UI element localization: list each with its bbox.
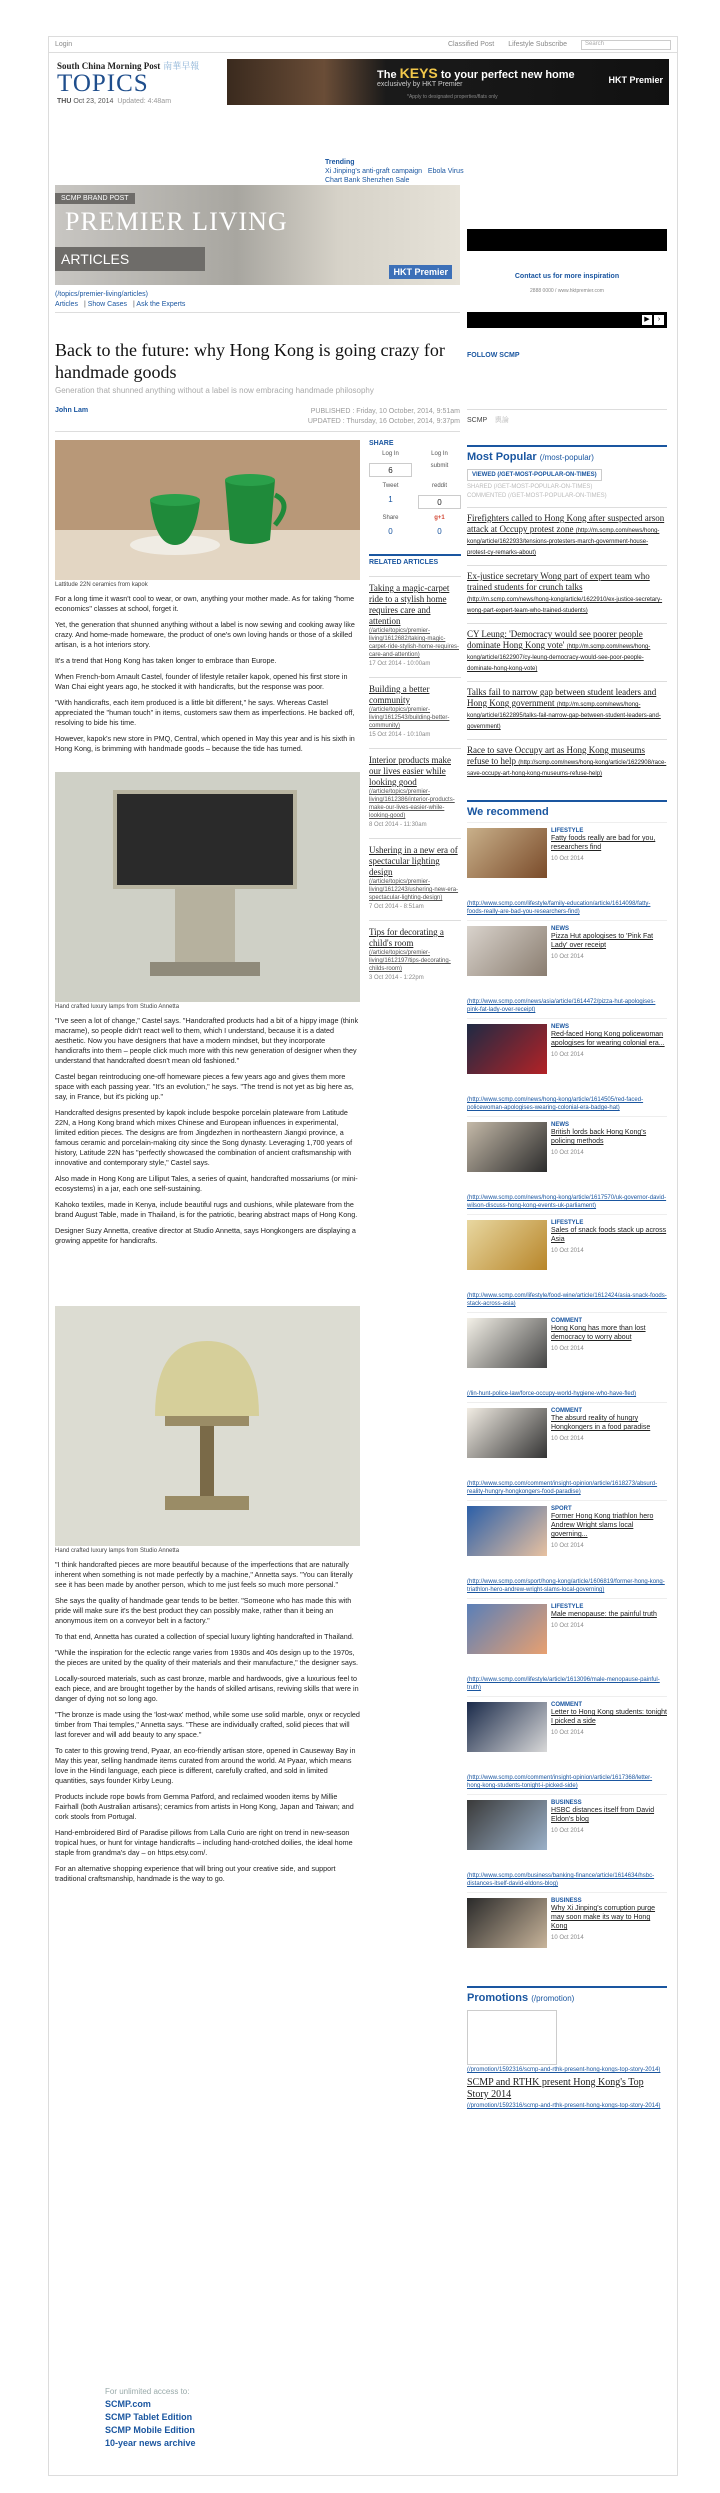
- article-body-column: [55, 440, 360, 1890]
- recommend-title[interactable]: HSBC distances itself from David Eldon's blog: [551, 1807, 655, 1823]
- recommend-thumbnail[interactable]: [467, 1122, 547, 1172]
- promotion-headline[interactable]: SCMP and RTHK present Hong Kong's Top Story 2014: [467, 2077, 644, 2100]
- facebook-login[interactable]: Log In: [382, 451, 399, 457]
- recommend-date: 10 Oct 2014: [551, 1346, 584, 1352]
- photo-caption: Hand crafted luxury lamps from Studio Annetta: [55, 1004, 180, 1010]
- article-standfirst: Generation that shunned anything without a label is now embracing handmade philosophy: [55, 386, 374, 395]
- facebook-count: 1: [388, 495, 393, 504]
- related-articles-title: RELATED ARTICLES: [369, 554, 461, 566]
- banner-title: PREMIER LIVING: [65, 207, 288, 236]
- recommend-title[interactable]: Fatty foods really are bad for you, researchers find: [551, 835, 656, 851]
- next-icon[interactable]: ›: [654, 315, 664, 325]
- author-link[interactable]: John Lam: [55, 407, 89, 414]
- paragraph: When French-born Arnault Castel, founder of lifestyle retailer kapok, opened his first store in Wan Chai eight years ago, he stocked it with handicrafts, but the response was poor.: [55, 672, 348, 691]
- recommend-thumbnail[interactable]: [467, 1024, 547, 1074]
- recommend-date: 10 Oct 2014: [551, 1052, 584, 1058]
- contact-box[interactable]: [467, 273, 667, 294]
- tweet-button[interactable]: Tweet: [382, 483, 399, 489]
- recommend-category: COMMENT: [551, 1318, 582, 1324]
- paragraph: Products include rope bowls from Gemma Patford, and reclaimed wooden items by Millie Fairhall (both Australian artisans); ceramics from artists in Hong Kong, Japan and Taiwan; and cork stools from Portugal.: [55, 1792, 354, 1821]
- paragraph: To cater to this growing trend, Pyaar, an eco-friendly artisan store, opened in Causeway Bay in May this year, selling handmade items curated from around the world. At Pyaar, which means love in the Hindi language, each piece is different, carefully crafted, and sold in limited quantities, says founder Kirby Leung.: [55, 1746, 356, 1785]
- paragraph: Designer Suzy Annetta, creative director at Studio Annetta, says Hongkongers are displaying a growing appetite for handicrafts.: [55, 1226, 356, 1245]
- paragraph: "I've seen a lot of change," Castel says. "Handcrafted products had a bit of a hippy image (think macrame), so people didn't react well to them, which I understand, because it is a dated aesthetic. Now you have designers that have a modern mindset, but they incorporate handicrafts into them – people click much more with this new generation of designer when they understand that handcrafted doesn't mean old fashioned.": [55, 1016, 359, 1065]
- most-popular-title[interactable]: Most Popular (/most-popular): [467, 445, 667, 463]
- related-article[interactable]: Building a better community (/article/topics/premier-living/1612543/building-better-community) 15 Oct 2014 - 10:10am: [369, 677, 461, 738]
- reddit-submit[interactable]: submit: [430, 463, 449, 469]
- recommend-thumbnail[interactable]: [467, 1506, 547, 1556]
- paragraph: Yet, the generation that shunned anything without a label is now sewing and cooking away like crazy. And home-made homeware, the product of one's own loving hands or those of a skilled artisan, is a hot interiors story.: [55, 620, 355, 649]
- paragraph: Kahoko textiles, made in Kenya, include beautiful rugs and cushions, while plateware from the brand August Table, made in Thailand, is for the patriotic, bearing abstract maps of Hong Kong.: [55, 1200, 358, 1219]
- recommend-category: LIFESTYLE: [551, 1220, 584, 1226]
- article-body: [55, 1560, 360, 1884]
- access-label: For unlimited access to:: [105, 2387, 190, 2396]
- ad-fineprint: *Apply to designated properties/flats only: [407, 94, 498, 100]
- access-item[interactable]: 10-year news archive: [105, 2438, 196, 2448]
- trending-label: Trending: [325, 159, 355, 166]
- share-sidebar: [369, 440, 461, 981]
- recommend-date: 10 Oct 2014: [551, 1935, 584, 1941]
- recommend-date: 10 Oct 2014: [551, 954, 584, 960]
- recommend-item[interactable]: [467, 1214, 667, 1294]
- nav-articles[interactable]: Articles: [55, 301, 78, 308]
- ad-subline: exclusively by HKT Premier: [377, 81, 463, 88]
- scmp-tabs: [467, 409, 667, 425]
- top-strip: [49, 37, 677, 53]
- recommend-date: 10 Oct 2014: [551, 1543, 584, 1549]
- most-popular-item[interactable]: Firefighters called to Hong Kong after suspected arson attack at Occupy protest zone (http://m.scmp.com/news/hong-kong/article/1622933/tensions-protesters-march-government-house-protest-cy-remarks-about): [467, 507, 667, 557]
- recommend-link[interactable]: (http://www.scmp.com/lifestyle/article/1613096/male-menopause-painful-truth): [467, 1677, 660, 1691]
- paragraph: Handcrafted designs presented by kapok include bespoke porcelain plateware from Latitude 22N, a Hong Kong brand which mixes Chinese and European influences in experimental, limited edition pieces. The designs are from Jingdezhen in northeastern Jiangxi province, a famous ceramic and porcelain-making city since the Song dynasty. Leveraging 1,700 years of history, Latitude 22N has "perfectly showcased the combination of ancient craftsmanship with innovative and contemporary style," Castel says.: [55, 1108, 353, 1167]
- paragraph: "The bronze is made using the 'lost-wax' method, while some use solid marble, onyx or recycled timber from Thai temples," Annetta says. "These are individually crafted, solid pieces that will last forever and will add beauty to any space.": [55, 1710, 360, 1739]
- recommend-item[interactable]: [467, 1598, 667, 1678]
- recommend-date: 10 Oct 2014: [551, 1150, 584, 1156]
- recommend-title[interactable]: Red-faced Hong Kong policewoman apologises for wearing colonial era...: [551, 1031, 665, 1047]
- article-photo-lamp-2[interactable]: [55, 1306, 360, 1546]
- recommend-thumbnail[interactable]: [467, 1800, 547, 1850]
- tab-scmp[interactable]: SCMP: [467, 417, 488, 424]
- paragraph: Castel began reintroducing one-off homeware pieces a few years ago and gives them more space with each passing year. "It's an evolution," he says. "The trend is not yet as big here as, say, in France, but it's picking up.": [55, 1072, 354, 1101]
- recommend-category: LIFESTYLE: [551, 828, 584, 834]
- paper-logo[interactable]: South China Morning Post 南華早報: [57, 61, 200, 71]
- play-icon[interactable]: ▶: [642, 315, 652, 325]
- recommend-item[interactable]: [467, 920, 667, 1000]
- most-popular-item[interactable]: Race to save Occupy art as Hong Kong museums refuse to help (http://scmp.com/news/hong-kong/article/1622908/race-save-occupy-art-hong-kong-museums-refuse-help): [467, 739, 667, 778]
- paragraph: "I think handcrafted pieces are more beautiful because of the imperfections that are naturally inherent when something is not made perfectly by a machine," Annetta says. "You can literally see it has been made by another person, which to me just feels so much more personal.": [55, 1560, 353, 1589]
- paragraph: For a long time it wasn't cool to wear, or own, anything your mother made. As for taking "home economics" classes at school, forget it.: [55, 594, 355, 613]
- recommend-item[interactable]: [467, 1696, 667, 1776]
- premier-living-banner[interactable]: [55, 185, 460, 285]
- article-photo-ceramics[interactable]: [55, 440, 360, 580]
- promotions-title[interactable]: Promotions (/promotion): [467, 1986, 667, 2004]
- photo-caption: Lattitude 22N ceramics from kapok: [55, 582, 148, 588]
- recommend-title[interactable]: The absurd reality of hungry Hongkongers in a food paradise: [551, 1415, 651, 1431]
- recommend-thumbnail[interactable]: [467, 1318, 547, 1368]
- subscription-promo: [105, 2387, 196, 2448]
- recommend-category: COMMENT: [551, 1702, 582, 1708]
- reddit-button[interactable]: reddit: [431, 483, 447, 489]
- contact-text: Contact us for more inspiration: [514, 273, 620, 280]
- recommend-item[interactable]: [467, 822, 667, 902]
- recommend-thumbnail[interactable]: [467, 1702, 547, 1752]
- tab-most-commented[interactable]: COMMENTED (/GET-MOST-POPULAR-ON-TIMES): [467, 493, 607, 499]
- recommend-category: NEWS: [551, 1024, 569, 1030]
- recommend-title[interactable]: Male menopause: the painful truth: [551, 1611, 657, 1618]
- paragraph: For an alternative shopping experience that will bring out your creative side, and support traditional craftsmanship, handmade is the way to go.: [55, 1864, 336, 1883]
- trending-item[interactable]: Ebola Virus: [427, 168, 464, 175]
- recommend-title[interactable]: Sales of snack foods stack up across Asia: [551, 1227, 667, 1243]
- recommend-item[interactable]: [467, 1892, 667, 1972]
- paragraph: Hand-embroidered Bird of Paradise pillows from Lalla Curio are right on trend in new-season tropical hues, or hunt for vintage handicrafts – including hand-crotched doilies, the ideal home staple from grandma's day – on https.etsy.com/.: [55, 1828, 353, 1857]
- recommend-title[interactable]: Pizza Hut apologises to 'Pink Fat Lady' over receipt: [551, 933, 654, 949]
- top-advert[interactable]: [227, 59, 669, 105]
- recommend-thumbnail[interactable]: [467, 828, 547, 878]
- recommend-item[interactable]: [467, 1018, 667, 1098]
- recommend-list: [467, 822, 667, 1972]
- recommend-link[interactable]: (http://www.scmp.com/lifestyle/family-education/article/1614098/fatty-foods-really-are-bad-you-researchers-find): [467, 901, 651, 915]
- recommend-link[interactable]: (http://www.scmp.com/comment/insight-opinion/article/1617368/letter-hong-kong-students-tonight-i-picked-side): [467, 1775, 653, 1789]
- most-popular-item[interactable]: Talks fail to narrow gap between student leaders and Hong Kong government (http://m.scmp.com/news/hong-kong/article/1622895/talks-fail-narrow-gap-between-student-leaders-and-government): [467, 681, 667, 731]
- tab-most-shared[interactable]: SHARED (/GET-MOST-POPULAR-ON-TIMES): [467, 484, 593, 490]
- brand-post-label: SCMP BRAND POST: [55, 193, 135, 204]
- tweet-count: 6: [369, 463, 412, 477]
- byline: [55, 407, 460, 432]
- trending-item[interactable]: Xi Jinping's anti-graft campaign: [325, 168, 423, 175]
- paragraph: "With handicrafts, each item produced is a little bit different," he says. Whereas Castel appreciated the "human touch" in items, customers saw them as imperfections. He backed off, resolving to bide his time.: [55, 698, 355, 727]
- section-title[interactable]: TOPICS: [57, 70, 149, 97]
- share-count: 0: [388, 527, 393, 536]
- recommend-link[interactable]: (http://www.scmp.com/comment/insight-opinion/article/1618273/absurd-reality-hungry-hongkongers-food-paradise): [467, 1481, 658, 1495]
- right-column: [467, 185, 667, 2109]
- paragraph: "While the inspiration for the eclectic range varies from 1930s and 40s design up to the 1970s, the pieces are united by the quality of their materials and their manufacture," the designer says.: [55, 1648, 358, 1667]
- search-input[interactable]: Search: [581, 40, 671, 50]
- recommend-item[interactable]: [467, 1116, 667, 1196]
- paragraph: Also made in Hong Kong are Lilliput Tales, a series of quaint, handcrafted mossariums (or mini-ecosystems) in a jar, each one self-sustaining.: [55, 1174, 358, 1193]
- recommend-title[interactable]: Former Hong Kong triathlon hero Andrew Wright slams local governing...: [551, 1513, 654, 1538]
- recommend-date: 10 Oct 2014: [551, 1623, 584, 1629]
- most-popular-item[interactable]: CY Leung: 'Democracy would see poorer people dominate Hong Kong vote' (http://m.scmp.com/news/hong-kong/article/1622907/cy-leung-democracy-would-see-poor-people-dominate-hong-kong-vote): [467, 623, 667, 673]
- recommend-category: NEWS: [551, 926, 569, 932]
- banner-subtitle: ARTICLES: [55, 247, 205, 271]
- linkedin-count: 0: [437, 527, 442, 536]
- paragraph: To that end, Annetta has curated a collection of special luxury lighting handcrafted in Thailand.: [55, 1632, 354, 1641]
- recommend-item[interactable]: [467, 1312, 667, 1392]
- recommend-date: 10 Oct 2014: [551, 1730, 584, 1736]
- access-item[interactable]: SCMP Tablet Edition: [105, 2412, 193, 2422]
- recommend-item[interactable]: [467, 1402, 667, 1482]
- trending-bar: [325, 157, 464, 184]
- recommend-thumbnail[interactable]: [467, 926, 547, 976]
- recommend-thumbnail[interactable]: [467, 1604, 547, 1654]
- article-body: [55, 594, 360, 754]
- recommend-category: BUSINESS: [551, 1898, 582, 1904]
- nav-ask-experts[interactable]: Ask the Experts: [136, 301, 186, 308]
- recommend-title[interactable]: British lords back Hong Kong's policing methods: [551, 1129, 647, 1145]
- we-recommend-title: We recommend: [467, 800, 667, 818]
- sub-navigation: Articles | Show Cases | Ask the Experts: [55, 301, 460, 313]
- promotion-url[interactable]: (/promotion/1592316/scmp-and-rthk-present-hong-kongs-top-story-2014): [467, 2103, 661, 2109]
- recommend-date: 10 Oct 2014: [551, 856, 584, 862]
- ad-headline: The KEYS to your perfect new home: [377, 65, 575, 81]
- classified-post-link[interactable]: Classified Post: [447, 41, 495, 48]
- ad-brand: HKT Premier: [608, 75, 663, 85]
- article-photo-lamp-1[interactable]: [55, 772, 360, 1002]
- recommend-category: NEWS: [551, 1122, 569, 1128]
- recommend-link[interactable]: (http://www.scmp.com/lifestyle/food-wine/article/1612424/asia-snack-foods-stack-across-asia): [467, 1293, 667, 1307]
- recommend-title[interactable]: Why Xi Jinping's corruption purge may soon make its way to Hong Kong: [551, 1905, 656, 1930]
- trending-item[interactable]: Chart Bank Shenzhen Sale: [325, 177, 410, 184]
- recommend-link[interactable]: (http://www.scmp.com/business/banking-finance/article/1614634/hsbc-distances-itself-david-eldons-blog): [467, 1873, 655, 1887]
- contact-tel: 2888 0000 / www.hktpremier.com: [530, 288, 604, 294]
- share-button[interactable]: Share: [382, 515, 399, 521]
- linkedin-login[interactable]: Log In: [431, 451, 448, 457]
- login-link[interactable]: Login: [55, 41, 73, 48]
- recommend-link[interactable]: (http://www.scmp.com/news/hong-kong/article/1617570/uk-governor-david-wilson-discuss-hong-kong-events-uk-parliament): [467, 1195, 667, 1209]
- breadcrumb[interactable]: (/topics/premier-living/articles): [55, 291, 148, 298]
- masthead: [49, 53, 677, 111]
- recommend-date: 10 Oct 2014: [551, 1248, 584, 1254]
- left-column: [55, 185, 460, 1883]
- tab-most-viewed[interactable]: VIEWED (/GET-MOST-POPULAR-ON-TIMES): [467, 469, 602, 481]
- photo-caption: Hand crafted luxury lamps from Studio Annetta: [55, 1548, 180, 1554]
- google-count: 0: [418, 495, 461, 509]
- article-body: [55, 1016, 360, 1246]
- recommend-item[interactable]: [467, 1500, 667, 1580]
- recommend-link[interactable]: (http://www.scmp.com/news/hong-kong/article/1614505/red-faced-policewoman-apologises-wearing-colonial-era-badge-hat): [467, 1097, 644, 1111]
- recommend-thumbnail[interactable]: [467, 1408, 547, 1458]
- lifestyle-link[interactable]: Lifestyle Subscribe: [508, 41, 567, 48]
- recommend-link[interactable]: (http://www.scmp.com/news/asia/article/1614472/pizza-hut-apologises-pink-fat-lady-over-receipt): [467, 999, 656, 1013]
- related-article[interactable]: Taking a magic-carpet ride to a stylish home requires care and attention (/article/topics/premier-living/1612682/taking-magic-carpet-ride-stylish-home-requires-care-and-attention) 17 Oct 2014 - 10:00am: [369, 576, 461, 667]
- most-popular-item[interactable]: Ex-justice secretary Wong part of expert team who trained students for crunch talks (http://m.scmp.com/news/hong-kong/article/1622910/ex-justice-secretary-wong-part-expert-team-who-trained-students): [467, 565, 667, 615]
- paragraph: It's a trend that Hong Kong has taken longer to embrace than Europe.: [55, 656, 277, 665]
- slideshow-controls: [467, 312, 667, 328]
- recommend-thumbnail[interactable]: [467, 1898, 547, 1948]
- recommend-title[interactable]: Hong Kong has more than lost democracy to worry about: [551, 1325, 646, 1341]
- paragraph: Locally-sourced materials, such as cast bronze, marble and hardwoods, give a luxurious feel to each piece, and are brought together by the hands of skilled artisans, reviving skills that were in danger of dying not so long ago.: [55, 1674, 359, 1703]
- google-plus-icon[interactable]: g+1: [434, 515, 445, 521]
- recommend-date: 10 Oct 2014: [551, 1436, 584, 1442]
- recommend-date: 10 Oct 2014: [551, 1828, 584, 1834]
- recommend-item[interactable]: [467, 1794, 667, 1874]
- updated-date: UPDATED : Thursday, 16 October, 2014, 9:37pm: [307, 418, 460, 425]
- recommend-title[interactable]: Letter to Hong Kong students: tonight I picked a side: [551, 1709, 667, 1725]
- recommend-link[interactable]: (/lin-hunt-police-law/force-occupy-world-hygiene-who-have-fled): [467, 1391, 637, 1397]
- tab-other[interactable]: 輿論: [494, 417, 509, 424]
- recommend-link[interactable]: (http://www.scmp.com/sport/hong-kong/article/1606819/former-hong-kong-triathlon-hero-andrew-wright-slams-local-governing): [467, 1579, 665, 1593]
- date-line: THU Oct 23, 2014 Updated: 4:48am: [57, 98, 172, 105]
- published-date: PUBLISHED : Friday, 10 October, 2014, 9:51am: [310, 408, 460, 415]
- recommend-category: BUSINESS: [551, 1800, 582, 1806]
- banner-partner-logo: HKT Premier: [389, 265, 452, 279]
- access-item[interactable]: SCMP.com: [105, 2399, 151, 2409]
- follow-scmp[interactable]: FOLLOW SCMP: [467, 352, 520, 359]
- page-container: [48, 36, 678, 2476]
- article-headline: Back to the future: why Hong Kong is going crazy for handmade goods: [55, 340, 445, 382]
- share-title: SHARE: [369, 440, 394, 447]
- promotion-link[interactable]: (/promotion/1592316/scmp-and-rthk-present-hong-kongs-top-story-2014): [467, 2067, 661, 2073]
- paragraph: She says the quality of handmade gear tends to be better. "Someone who has made this with pride will make sure it's the best product they can possibly make, rather than it being an anonymous item on a conveyor belt in a factory.": [55, 1596, 352, 1625]
- related-article[interactable]: Ushering in a new era of spectacular lighting design (/article/topics/premier-living/1612243/ushering-new-era-spectacular-lighting-design) 7 Oct 2014 - 8:51am: [369, 838, 461, 910]
- ad-slot[interactable]: [467, 229, 667, 251]
- paragraph: However, kapok's new store in PMQ, Central, which opened in May this year and is his sixth in Hong Kong, is brimming with handmade goods – because the tide has turned.: [55, 734, 355, 753]
- nav-show-cases[interactable]: Show Cases: [87, 301, 128, 308]
- related-article[interactable]: Interior products make our lives easier while looking good (/article/topics/premier-living/1612386/interior-products-make-our-lives-easier-while-looking-good) 8 Oct 2014 - 11:30am: [369, 748, 461, 828]
- recommend-category: LIFESTYLE: [551, 1604, 584, 1610]
- recommend-category: SPORT: [551, 1506, 572, 1512]
- related-article[interactable]: Tips for decorating a child's room (/article/topics/premier-living/1612197/tips-decorating-childs-room) 3 Oct 2014 - 1:22pm: [369, 920, 461, 981]
- access-item[interactable]: SCMP Mobile Edition: [105, 2425, 195, 2435]
- promotion-thumbnail[interactable]: [467, 2010, 557, 2065]
- recommend-thumbnail[interactable]: [467, 1220, 547, 1270]
- brand-block: [57, 59, 207, 105]
- recommend-category: COMMENT: [551, 1408, 582, 1414]
